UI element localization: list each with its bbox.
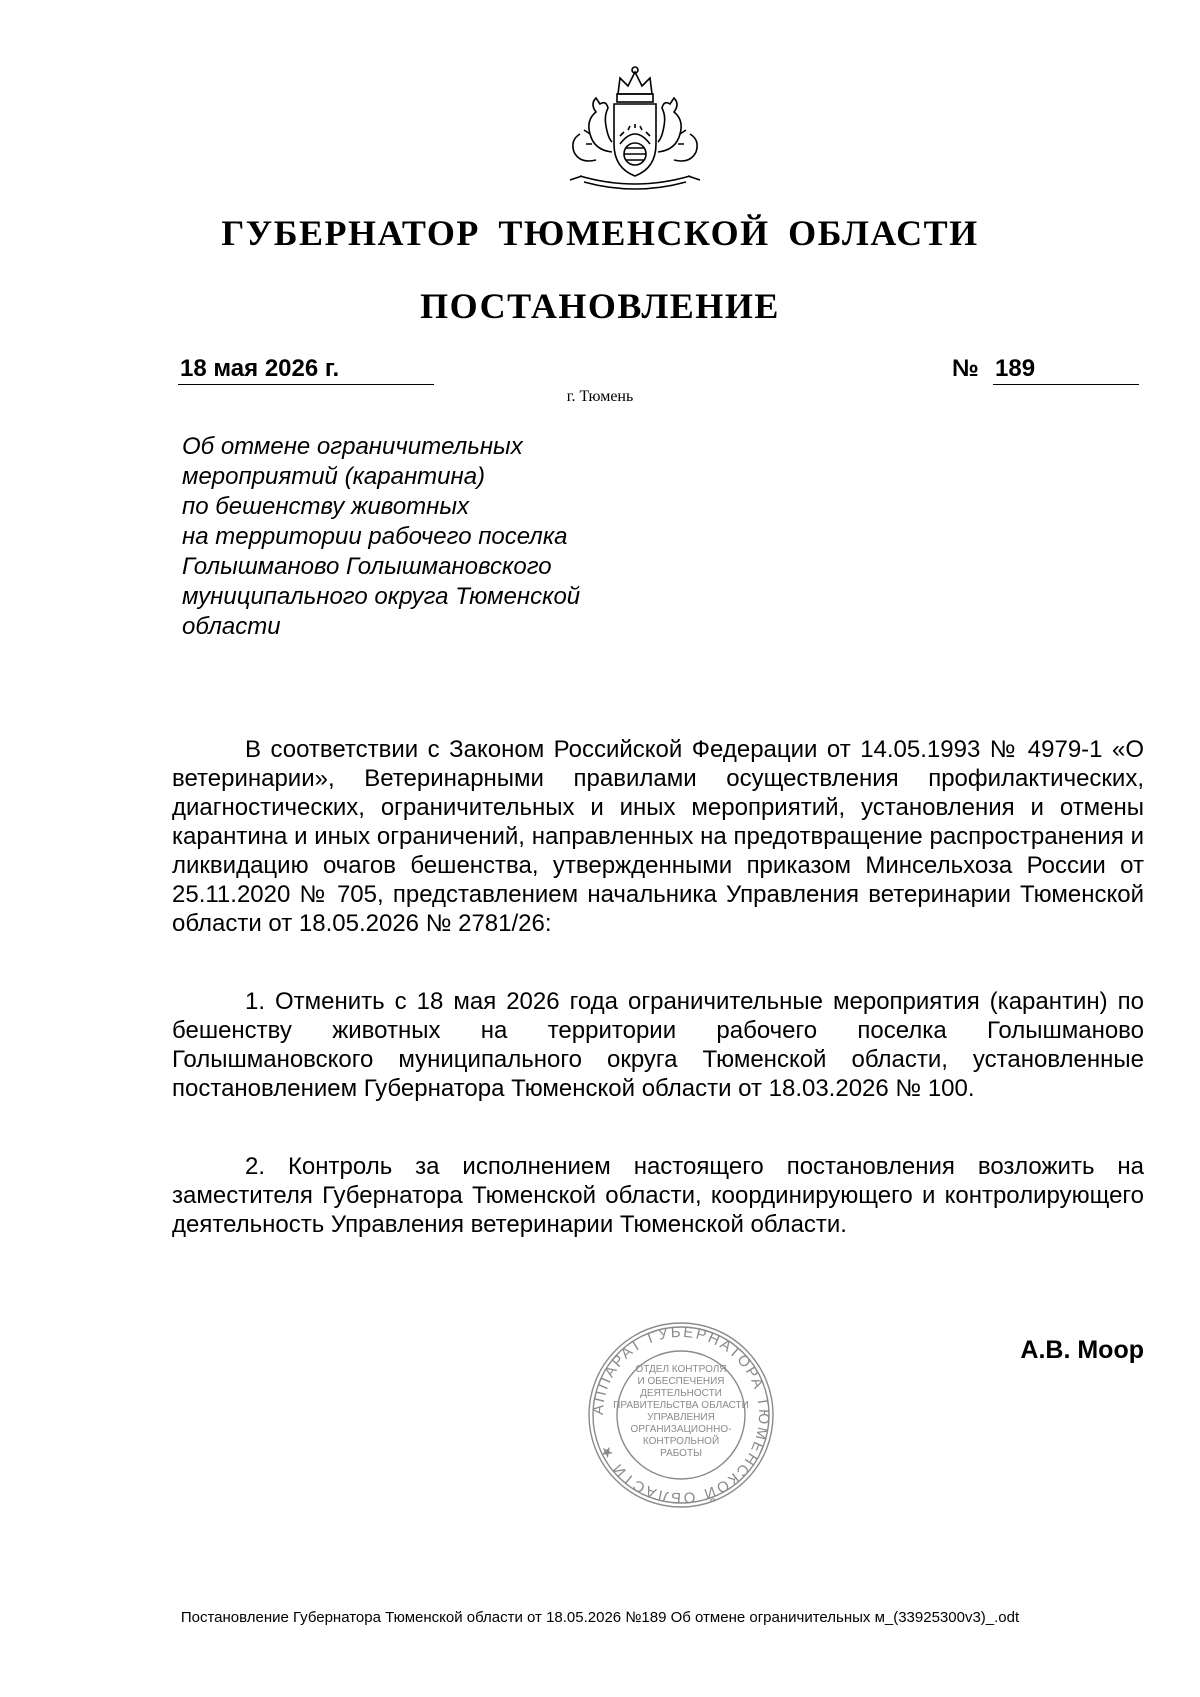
subject-line: муниципального округа Тюменской xyxy=(182,583,581,610)
subject-line: по бешенству животных xyxy=(182,493,470,520)
subject-line: на территории рабочего поселка xyxy=(182,523,568,550)
issue-city: г. Тюмень xyxy=(566,388,634,405)
stamp-line: ПРАВИТЕЛЬСТВА ОБЛАСТИ xyxy=(613,1400,749,1411)
coat-of-arms-emblem xyxy=(560,64,710,194)
stamp-line: ОРГАНИЗАЦИОННО- xyxy=(630,1424,732,1435)
stamp-line: КОНТРОЛЬНОЙ xyxy=(642,1436,720,1447)
number-label: № xyxy=(952,355,979,382)
stamp-line: УПРАВЛЕНИЯ xyxy=(647,1412,715,1423)
official-stamp xyxy=(586,1320,776,1510)
document-number: 189 xyxy=(993,355,1139,385)
subject-line: Об отмене ограничительных xyxy=(182,433,523,460)
file-footer: Постановление Губернатора Тюменской области от 18.05.2026 №189 Об отмене ограничительных м_(33925300v3)_.odt xyxy=(180,1609,1020,1626)
item-2-paragraph: 2. Контроль за исполнением настоящего постановления возложить на заместителя Губернатора Тюменской области, координирующего и контролирующего деятельность Управления ветеринарии Тюменской области. xyxy=(172,1153,1144,1238)
issuing-authority: ГУБЕРНАТОР ТЮМЕНСКОЙ ОБЛАСТИ xyxy=(221,213,979,253)
document-type: ПОСТАНОВЛЕНИЕ xyxy=(420,286,780,326)
document-subject xyxy=(182,432,682,642)
subject-line: Голышманово Голышмановского xyxy=(182,553,552,580)
item-1-paragraph: 1. Отменить с 18 мая 2026 года ограничительные мероприятия (карантин) по бешенству животных на территории рабочего поселка Голышманово Голышмановского муниципального округа Тюменской области, установленные постановлением Губернатора Тюменской области от 18.03.2026 № 100. xyxy=(172,988,1144,1102)
stamp-outer-text: АППАРАТ ГУБЕРНАТОРА ТЮМЕНСКОЙ ОБЛАСТИ ★ xyxy=(589,1323,773,1507)
stamp-line: ОТДЕЛ КОНТРОЛЯ xyxy=(635,1364,727,1375)
stamp-line: И ОБЕСПЕЧЕНИЯ xyxy=(637,1376,725,1387)
preamble-paragraph: В соответствии с Законом Российской Федерации от 14.05.1993 № 4979-1 «О ветеринарии», Ветеринарными правилами осуществления профилактических, диагностических, ограничительных и иных мероприятий, установления и отмены карантина и иных ограничений, направленных на предотвращение распространения и ликвидацию очагов бешенства, утвержденными приказом Минсельхоза России от 25.11.2020 № 705, представлением начальника Управления ветеринарии Тюменской области от 18.05.2026 № 2781/26: xyxy=(172,736,1144,937)
signatory-name: А.В. Моор xyxy=(1020,1336,1144,1364)
stamp-line: РАБОТЫ xyxy=(660,1448,702,1459)
document-date: 18 мая 2026 г. xyxy=(178,355,434,385)
stamp-line: ДЕЯТЕЛЬНОСТИ xyxy=(640,1388,722,1399)
subject-line: мероприятий (карантина) xyxy=(182,463,486,490)
subject-line: области xyxy=(182,613,281,640)
